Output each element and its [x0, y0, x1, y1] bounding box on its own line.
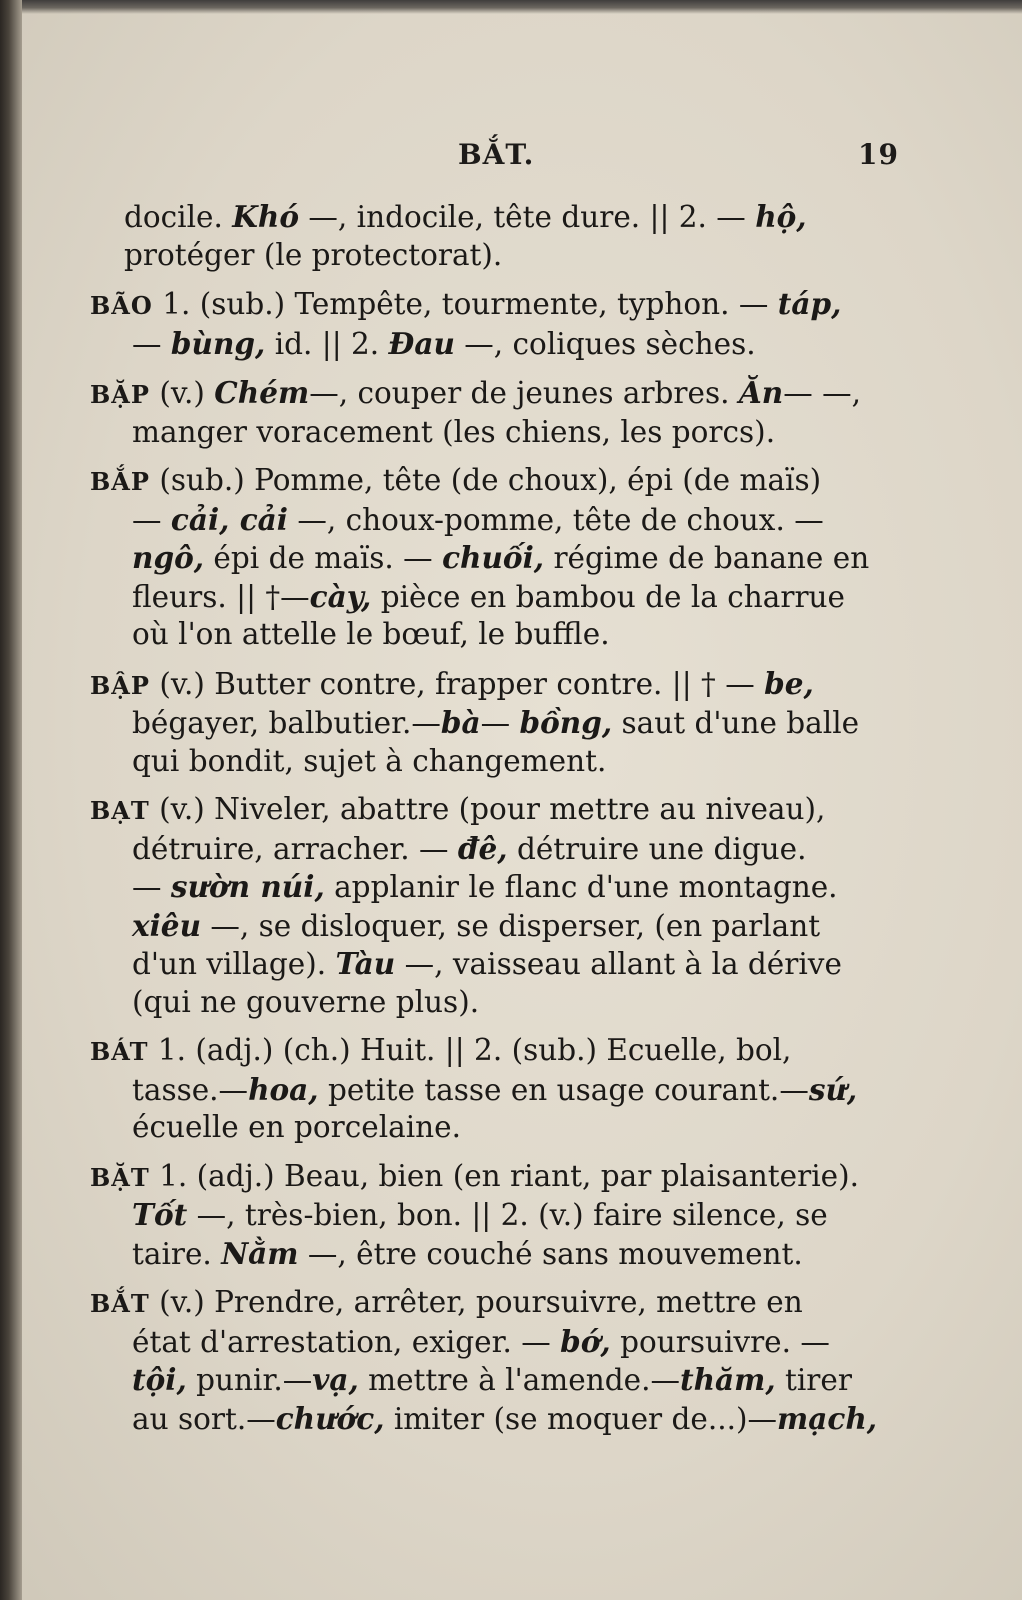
continued-entry: [124, 198, 898, 274]
entry-definition: (v.) Niveler, abattre (pour mettre au niveau),: [149, 792, 826, 826]
text-line: tasse.—hoa, petite tasse en usage courant.—sứ,: [132, 1071, 858, 1107]
text-line: [90, 1158, 898, 1197]
entry-definition: (v.) Chém—, couper de jeunes arbres. Ăn— —,: [149, 375, 861, 410]
text-line: d'un village). Tàu —, vaisseau allant à la dérive: [132, 946, 842, 981]
dictionary-entry: [90, 665, 898, 781]
text-line: [90, 1284, 898, 1323]
dictionary-entry: [90, 374, 898, 451]
entry-list: [90, 285, 898, 1438]
entry-headword: BẶT: [90, 1162, 150, 1192]
entry-definition: 1. (adj.) (ch.) Huit. || 2. (sub.) Ecuelle, bol,: [148, 1033, 792, 1067]
text-line: [90, 285, 898, 325]
entry-definition: (v.) Butter contre, frapper contre. || † — be,: [149, 665, 814, 701]
text-line: qui bondit, sujet à changement.: [132, 743, 607, 778]
text-line: manger voracement (les chiens, les porcs).: [132, 414, 776, 449]
text-line: [90, 791, 898, 830]
entry-headword: BÁT: [90, 1037, 149, 1066]
text-line: docile. Khó —, indocile, tête dure. || 2. — hộ,: [124, 199, 807, 234]
text-line: où l'on attelle le bœuf, le buffle.: [132, 617, 610, 651]
text-line: [90, 665, 898, 705]
dictionary-entry: [90, 791, 898, 1021]
text-line: tội, punir.—vạ, mettre à l'amende.—thăm, tirer: [132, 1362, 852, 1397]
text-line: (qui ne gouverne plus).: [132, 984, 480, 1019]
dictionary-entry: [90, 462, 898, 654]
dictionary-entry: [90, 285, 898, 363]
text-line: [90, 1032, 898, 1071]
text-line: état d'arrestation, exiger. — bớ, poursuivre. —: [132, 1323, 830, 1359]
text-line: fleurs. || †—cày, pièce en bambou de la charrue: [132, 578, 846, 614]
text-line: [90, 462, 898, 501]
entry-headword: BẬP: [90, 670, 150, 700]
text-line: détruire, arracher. — đê, détruire une digue.: [132, 830, 807, 866]
book-gutter: [0, 0, 22, 1600]
dictionary-text: [90, 198, 898, 1449]
running-headword: BẮT.: [458, 138, 535, 171]
entry-headword: BẠT: [90, 796, 150, 825]
text-line: protéger (le protectorat).: [124, 237, 503, 272]
text-line: Tốt —, très-bien, bon. || 2. (v.) faire silence, se: [132, 1197, 828, 1232]
dictionary-entry: [90, 1158, 898, 1274]
entry-headword: BẮP: [90, 467, 150, 496]
entry-definition: (v.) Prendre, arrêter, poursuivre, mettre en: [149, 1285, 803, 1319]
text-line: ngô, épi de maïs. — chuối, régime de banane en: [132, 540, 870, 575]
entry-definition: (sub.) Pomme, tête (de choux), épi (de maïs): [149, 463, 822, 497]
entry-definition: 1. (adj.) Beau, bien (en riant, par plaisanterie).: [149, 1158, 859, 1193]
dictionary-entry: [90, 1032, 898, 1147]
running-header: [0, 138, 1022, 178]
text-line: taire. Nằm —, être couché sans mouvement.: [132, 1235, 803, 1271]
text-line: xiêu —, se disloquer, se disperser, (en parlant: [132, 907, 821, 943]
entry-headword: BẮT: [90, 1289, 150, 1318]
text-line: [90, 374, 898, 414]
text-line: écuelle en porcelaine.: [132, 1110, 461, 1144]
text-line: — bùng, id. || 2. Đau —, coliques sèches.: [132, 325, 756, 361]
top-edge-shadow: [0, 0, 1022, 14]
text-line: au sort.—chước, imiter (se moquer de...)—mạch,: [132, 1400, 878, 1436]
entry-headword: BẶP: [90, 380, 150, 409]
entry-headword: BÃO: [90, 291, 153, 320]
text-line: — sườn núi, applanir le flanc d'une montagne.: [132, 869, 838, 904]
text-line: — cải, cải —, choux-pomme, tête de choux. —: [132, 501, 824, 537]
page-number: 19: [858, 138, 899, 171]
text-line: bégayer, balbutier.—bà— bồng, saut d'une balle: [132, 705, 860, 740]
entry-definition: 1. (sub.) Tempête, tourmente, typhon. — táp,: [152, 286, 842, 321]
dictionary-entry: [90, 1284, 898, 1438]
